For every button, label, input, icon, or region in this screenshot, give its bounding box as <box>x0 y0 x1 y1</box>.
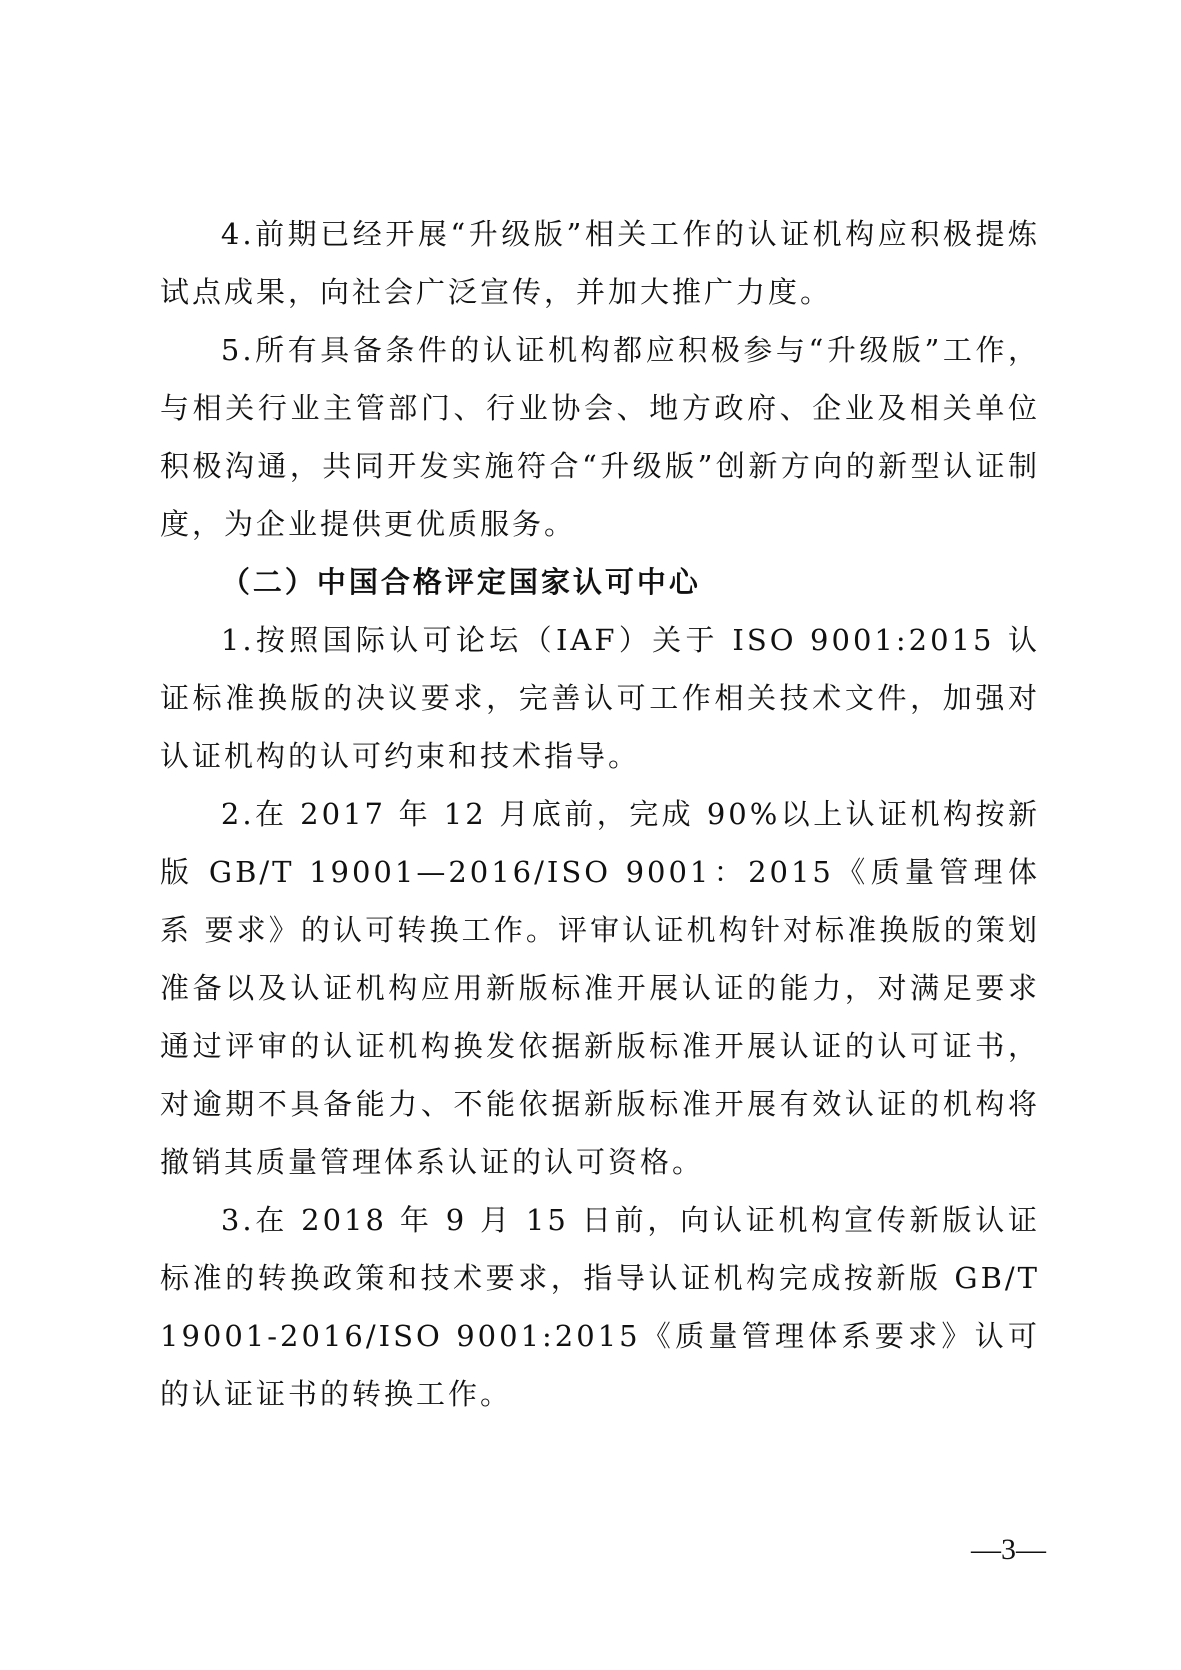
section-heading-cnas: （二）中国合格评定国家认可中心 <box>220 565 701 599</box>
paragraph-cnas-item-2: 2.在 2017 年 12 月底前，完成 90%以上认证机构按新版 GB/T 19001—2016/ISO 9001：2015《质量管理体系 要求》的认可转换工作。评审认证机构针对标准换版的策划准备以及认证机构应用新版标准开展认证的能力，对满足要求通过评审的认证机构换发依据新版标准开展认证的认可证书，对逾期不具备能力、不能依据新版标准开展有效认证的机构将撤销其质量管理体系认证的认可资格。 <box>160 797 1040 1179</box>
page-number: —3— <box>971 1533 1046 1566</box>
document-body <box>160 205 1040 1423</box>
paragraph-item-5: 5.所有具备条件的认证机构都应积极参与“升级版”工作，与相关行业主管部门、行业协会、地方政府、企业及相关单位积极沟通，共同开发实施符合“升级版”创新方向的新型认证制度，为企业提供更优质服务。 <box>160 333 1040 541</box>
paragraph-item-4: 4.前期已经开展“升级版”相关工作的认证机构应积极提炼试点成果，向社会广泛宣传，并加大推广力度。 <box>160 217 1040 309</box>
paragraph-cnas-item-3: 3.在 2018 年 9 月 15 日前，向认证机构宣传新版认证标准的转换政策和技术要求，指导认证机构完成按新版 GB/T 19001-2016/ISO 9001:2015《质量管理体系要求》认可的认证证书的转换工作。 <box>160 1203 1040 1411</box>
paragraph-cnas-item-1: 1.按照国际认可论坛（IAF）关于 ISO 9001:2015 认证标准换版的决议要求，完善认可工作相关技术文件，加强对认证机构的认可约束和技术指导。 <box>160 623 1040 773</box>
